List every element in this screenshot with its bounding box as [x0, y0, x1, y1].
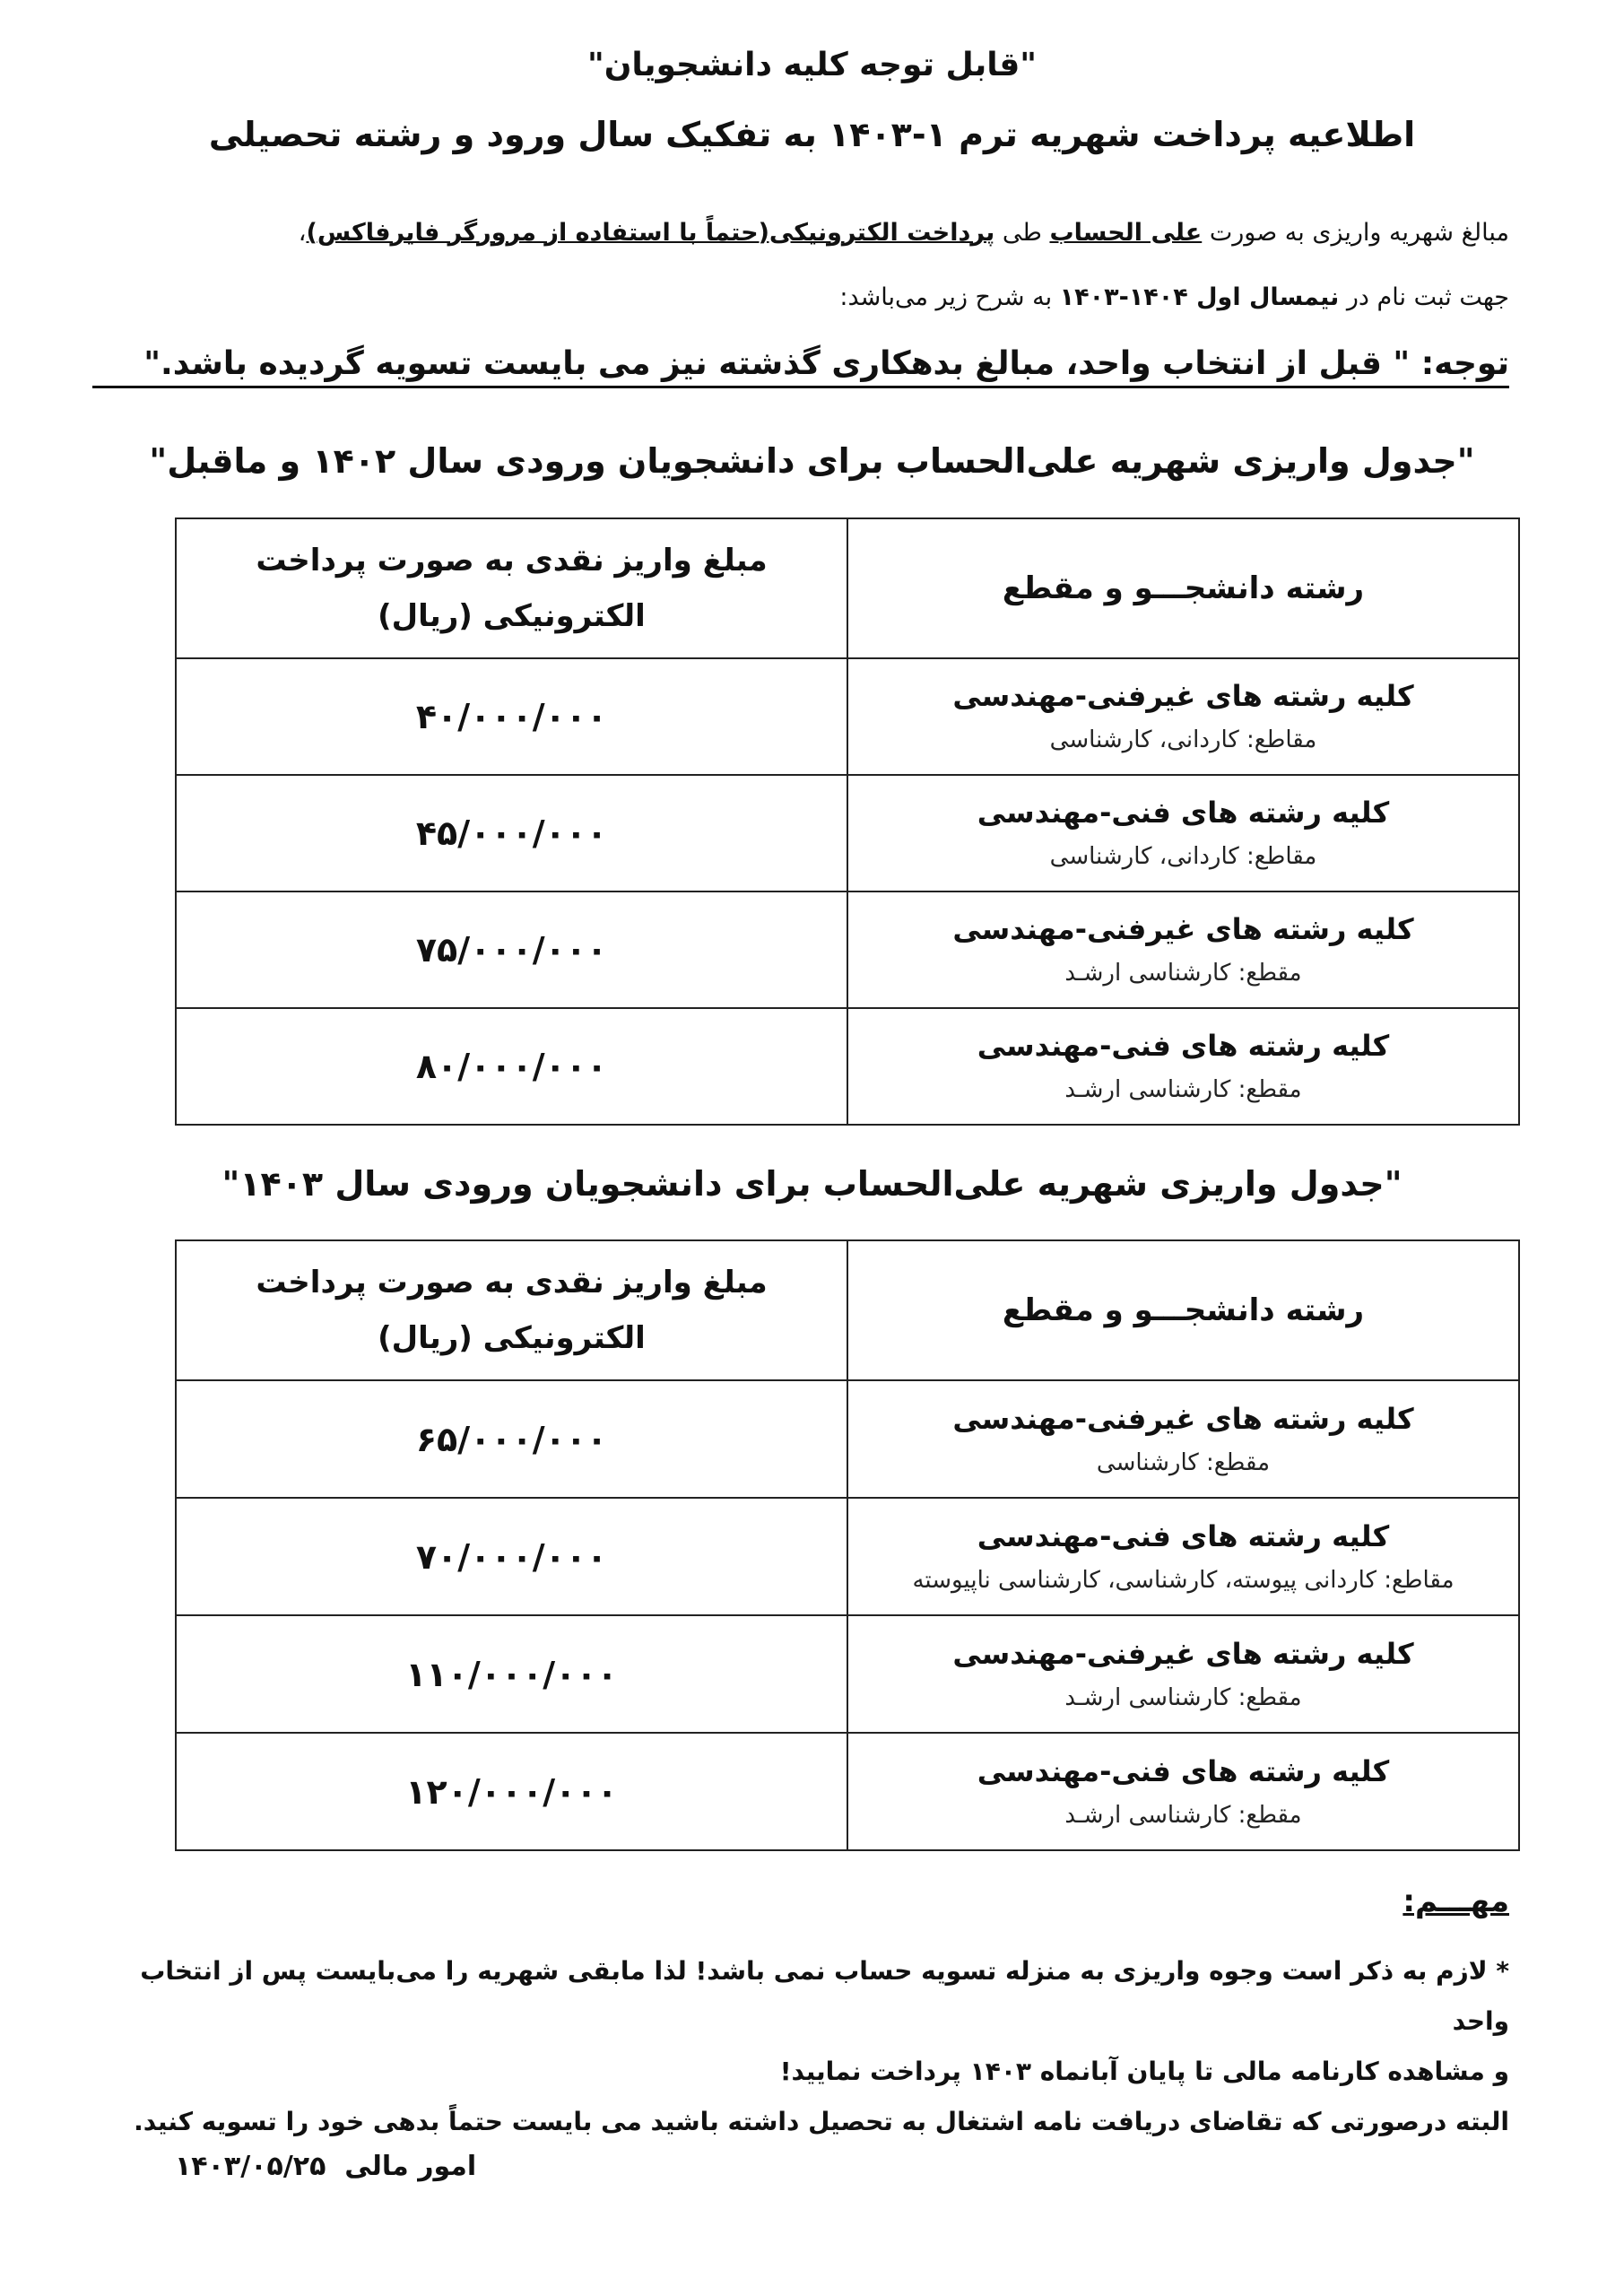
field-grade: مقاطع: کاردانی پیوسته، کارشناسی، کارشناسی ناپیوسته: [912, 1566, 1455, 1594]
row-category: [847, 1380, 1519, 1498]
row-category: [847, 1008, 1519, 1125]
field-name: کلیه رشته های غیرفنی-مهندسی: [952, 1401, 1414, 1436]
row-category: [847, 658, 1519, 775]
intro-emphasis: علی الحساب: [1049, 219, 1203, 247]
table-header-row: [176, 1240, 1519, 1380]
header-amount: [176, 1240, 847, 1380]
important-notes: [92, 1946, 1509, 2147]
important-line: البته درصورتی که تقاضای دریافت نامه اشتغال به تحصیل داشته باشید می بایست حتماً بدهی خود را تسویه کنید.: [134, 2107, 1509, 2136]
intro-line-2: [110, 280, 1509, 316]
important-heading: مهـــم:: [1403, 1883, 1509, 1919]
row-amount: ۱۱۰/۰۰۰/۰۰۰: [176, 1615, 847, 1733]
field-grade: مقطع: کارشناسی ارشـد: [1064, 1683, 1302, 1711]
field-name: کلیه رشته های غیرفنی-مهندسی: [952, 912, 1414, 946]
footer-date: ۱۴۰۳/۰۵/۲۵: [175, 2151, 326, 2182]
table-row: [176, 1615, 1519, 1733]
field-name: کلیه رشته های غیرفنی-مهندسی: [952, 679, 1414, 713]
table-row: [176, 775, 1519, 891]
row-amount: ۴۰/۰۰۰/۰۰۰: [176, 658, 847, 775]
intro-line-1: [110, 215, 1509, 251]
field-name: کلیه رشته های غیرفنی-مهندسی: [952, 1636, 1414, 1671]
table-row: [176, 658, 1519, 775]
header-amount-line: الکترونیکی (ریال): [378, 1320, 646, 1356]
intro-emphasis: پرداخت الکترونیکی(حتماً با استفاده از مرورگر فایرفاکس): [306, 219, 995, 247]
row-amount: ۴۵/۰۰۰/۰۰۰: [176, 775, 847, 891]
field-grade: مقطع: کارشناسی ارشـد: [1064, 960, 1302, 987]
table2-title: "جدول واریزی شهریه علی‌الحساب برای دانشجویان ورودی سال ۱۴۰۳": [221, 1164, 1403, 1204]
intro-text: جهت ثبت نام در: [1339, 283, 1509, 311]
table-row: [176, 1498, 1519, 1615]
header-amount-line: الکترونیکی (ریال): [378, 598, 646, 634]
header-category: رشته دانشجـــو و مقطع: [847, 1240, 1519, 1380]
table1-title: "جدول واریزی شهریه علی‌الحساب برای دانشجویان ورودی سال ۱۴۰۲ و ماقبل": [149, 441, 1475, 481]
document-title: "قابل توجه کلیه دانشجویان": [586, 47, 1038, 83]
header-amount-line: مبلغ واریز نقدی به صورت پرداخت: [256, 543, 768, 578]
row-amount: ۷۰/۰۰۰/۰۰۰: [176, 1498, 847, 1615]
intro-emphasis: نیمسال اول ۱۴۰۴-۱۴۰۳: [1059, 283, 1340, 311]
intro-text: مبالغ شهریه واریزی به صورت: [1202, 219, 1509, 247]
row-category: [847, 775, 1519, 891]
field-grade: مقاطع: کاردانی، کارشناسی: [1049, 843, 1317, 870]
field-name: کلیه رشته های فنی-مهندسی: [977, 1753, 1390, 1788]
table-header-row: [176, 518, 1519, 658]
row-amount: ۸۰/۰۰۰/۰۰۰: [176, 1008, 847, 1125]
fee-table-1402: [175, 517, 1520, 1126]
field-name: کلیه رشته های فنی-مهندسی: [977, 796, 1390, 830]
notice-line: توجه: " قبل از انتخاب واحد، مبالغ بدهکاری گذشته نیز می بایست تسویه گردیده باشد.": [92, 345, 1509, 388]
row-category: [847, 1498, 1519, 1615]
field-name: کلیه رشته های فنی-مهندسی: [977, 1029, 1390, 1063]
important-line: و مشاهده کارنامه مالی تا پایان آبانماه ۱۴۰۳ پرداخت نمایید!: [779, 2057, 1509, 2086]
field-name: کلیه رشته های فنی-مهندسی: [977, 1518, 1390, 1553]
table-row: [176, 1008, 1519, 1125]
intro-text: به شرح زیر می‌باشد:: [839, 283, 1060, 311]
intro-text: ،: [298, 219, 307, 247]
row-amount: ۶۵/۰۰۰/۰۰۰: [176, 1380, 847, 1498]
table-row: [176, 1380, 1519, 1498]
table-row: [176, 1733, 1519, 1850]
field-grade: مقطع: کارشناسی ارشـد: [1064, 1801, 1302, 1829]
row-category: [847, 1733, 1519, 1850]
document-subtitle: اطلاعیه پرداخت شهریه ترم ۱-۱۴۰۳ به تفکیک سال ورود و رشته تحصیلی: [208, 115, 1416, 154]
intro-text: طی: [994, 219, 1050, 247]
field-grade: مقطع: کارشناسی ارشـد: [1064, 1076, 1302, 1103]
signature-block: [175, 2151, 476, 2182]
row-amount: ۷۵/۰۰۰/۰۰۰: [176, 891, 847, 1008]
header-amount-line: مبلغ واریز نقدی به صورت پرداخت: [256, 1265, 768, 1300]
row-category: [847, 1615, 1519, 1733]
important-line: * لازم به ذکر است وجوه واریزی به منزله تسویه حساب نمی باشد! لذا مابقی شهریه را می‌بایست پس از انتخاب واحد: [140, 1956, 1509, 2036]
field-grade: مقاطع: کاردانی، کارشناسی: [1049, 726, 1317, 753]
field-grade: مقطع: کارشناسی: [1096, 1448, 1271, 1476]
fee-table-1403: [175, 1239, 1520, 1851]
row-category: [847, 891, 1519, 1008]
footer-department: امور مالی: [344, 2151, 477, 2182]
table-row: [176, 891, 1519, 1008]
header-category: رشته دانشجـــو و مقطع: [847, 518, 1519, 658]
header-amount: [176, 518, 847, 658]
row-amount: ۱۲۰/۰۰۰/۰۰۰: [176, 1733, 847, 1850]
